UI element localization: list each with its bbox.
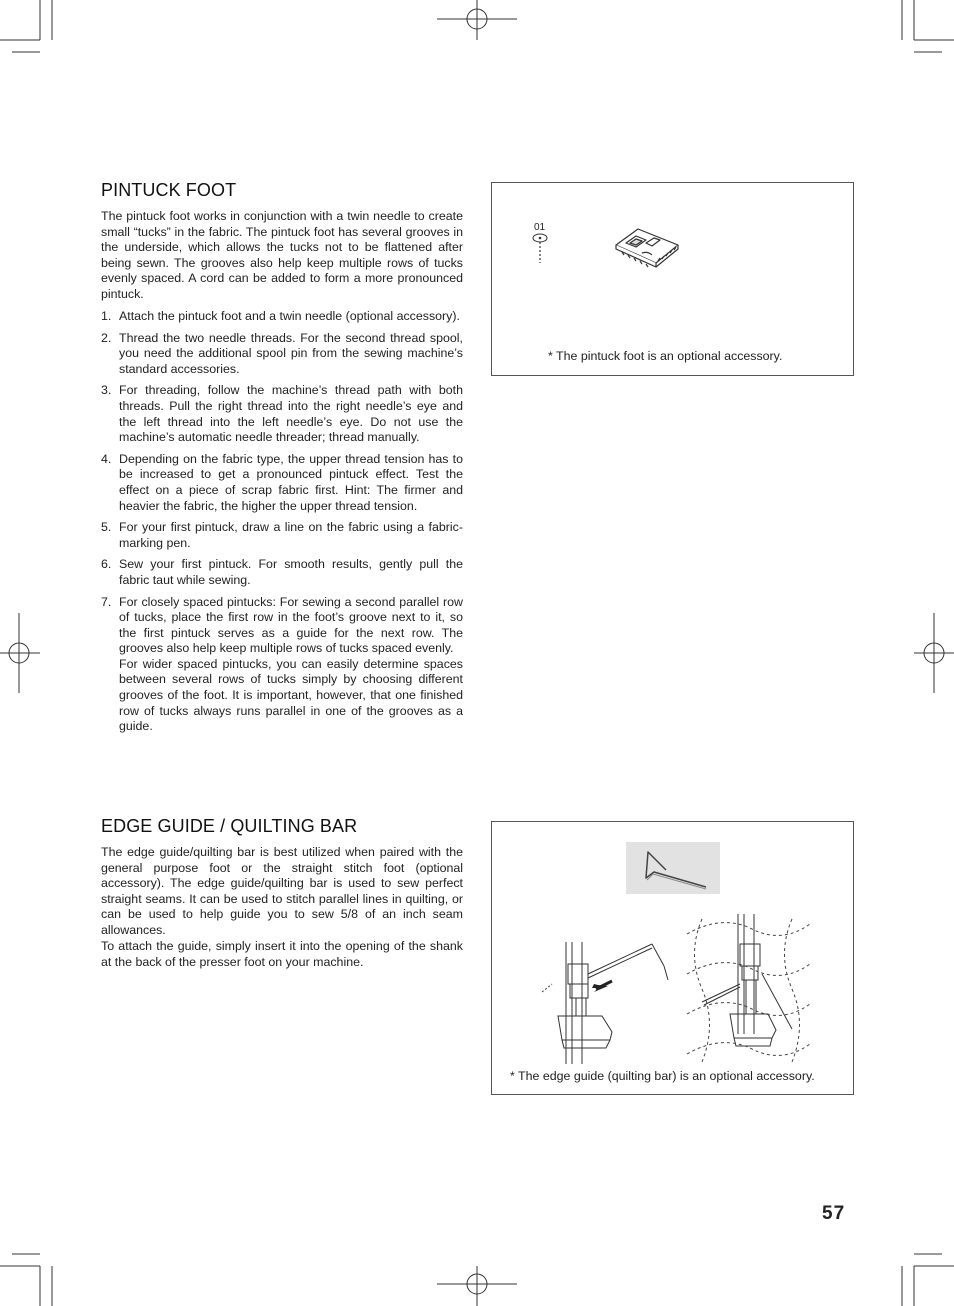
stitch-code: 01 xyxy=(534,222,546,233)
pintuck-figure xyxy=(491,182,854,376)
quilting-bar-icon xyxy=(626,842,720,894)
quilting-illustration xyxy=(682,914,812,1064)
pintuck-step: 7. For closely spaced pintucks: For sewing a second parallel row of tucks, place the first row in the foot’s groove next to it, so the first pintuck serves as a guide for the next row. The grooves also help keep multiple rows of tucks spaced evenly. For wider spaced pintucks, you can easily determine spaces between several rows of tucks simply by choosing different grooves of the foot. It is important, however, that one finished row of tucks always runs parallel in one of the grooves as a guide. xyxy=(101,594,463,734)
edge-guide-para1: The edge guide/quilting bar is best utilized when paired with the general purpose foot or the straight stitch foot (optional accessory). The edge guide/quilting bar is used to sew perfect straight seams. It can be used to stitch parallel lines in quilting, or can be used to help guide you to sew 5/8 of an inch seam allowances. xyxy=(101,845,463,937)
pintuck-steps xyxy=(101,309,463,741)
straight-stitch-icon xyxy=(532,233,552,265)
edge-guide-title: EDGE GUIDE / QUILTING BAR xyxy=(101,816,358,836)
pintuck-intro: The pintuck foot works in conjunction with a twin needle to create small “tucks” in the fabric. The pintuck foot has several grooves in the underside, which allows the tucks not to be flattened after being sewn. The grooves also help keep multiple rows of tucks evenly spaced. A cord can be added to form a more pronounced pintuck. xyxy=(101,209,463,301)
pintuck-step: 4. Depending on the fabric type, the upper thread tension has to be increased to get a pronounced pintuck effect. Test the effect on a piece of scrap fabric first. Hint: The firmer and heavier the fabric, the higher the upper thread tension. xyxy=(101,451,463,513)
pintuck-step: 1. Attach the pintuck foot and a twin needle (optional accessory). xyxy=(101,309,460,323)
edge-guide-caption: * The edge guide (quilting bar) is an optional accessory. xyxy=(510,1069,815,1083)
edge-guide-para2: To attach the guide, simply insert it into the opening of the shank at the back of the presser foot on your machine. xyxy=(101,939,463,969)
attach-guide-illustration xyxy=(532,914,682,1064)
pintuck-caption: * The pintuck foot is an optional accessory. xyxy=(548,349,783,363)
pintuck-title: PINTUCK FOOT xyxy=(101,180,237,200)
edge-guide-figure xyxy=(491,821,854,1095)
pintuck-step-extra: For wider spaced pintucks, you can easily determine spaces between several rows of tucks simply by choosing different grooves of the foot. It is important, however, that one finished row of tucks always runs parallel in one of the grooves as a guide. xyxy=(119,656,463,734)
quilting-bar-image xyxy=(626,842,720,894)
page-number: 57 xyxy=(822,1203,846,1224)
pintuck-step: 2. Thread the two needle threads. For the second thread spool, you need the additional spool pin from the sewing machine’s standard accessories. xyxy=(101,330,463,376)
pintuck-step: 3. For threading, follow the machine’s thread path with both threads. Pull the right thread into the right needle’s eye and the left thread into the left needle’s eye. Do not use the machine’s automatic needle threader; thread manually. xyxy=(101,383,463,445)
pintuck-step: 6. Sew your first pintuck. For smooth results, gently pull the fabric taut while sewing. xyxy=(101,557,463,587)
pintuck-step: 5. For your first pintuck, draw a line on the fabric using a fabric-marking pen. xyxy=(101,520,463,550)
pintuck-foot-icon xyxy=(612,223,684,273)
